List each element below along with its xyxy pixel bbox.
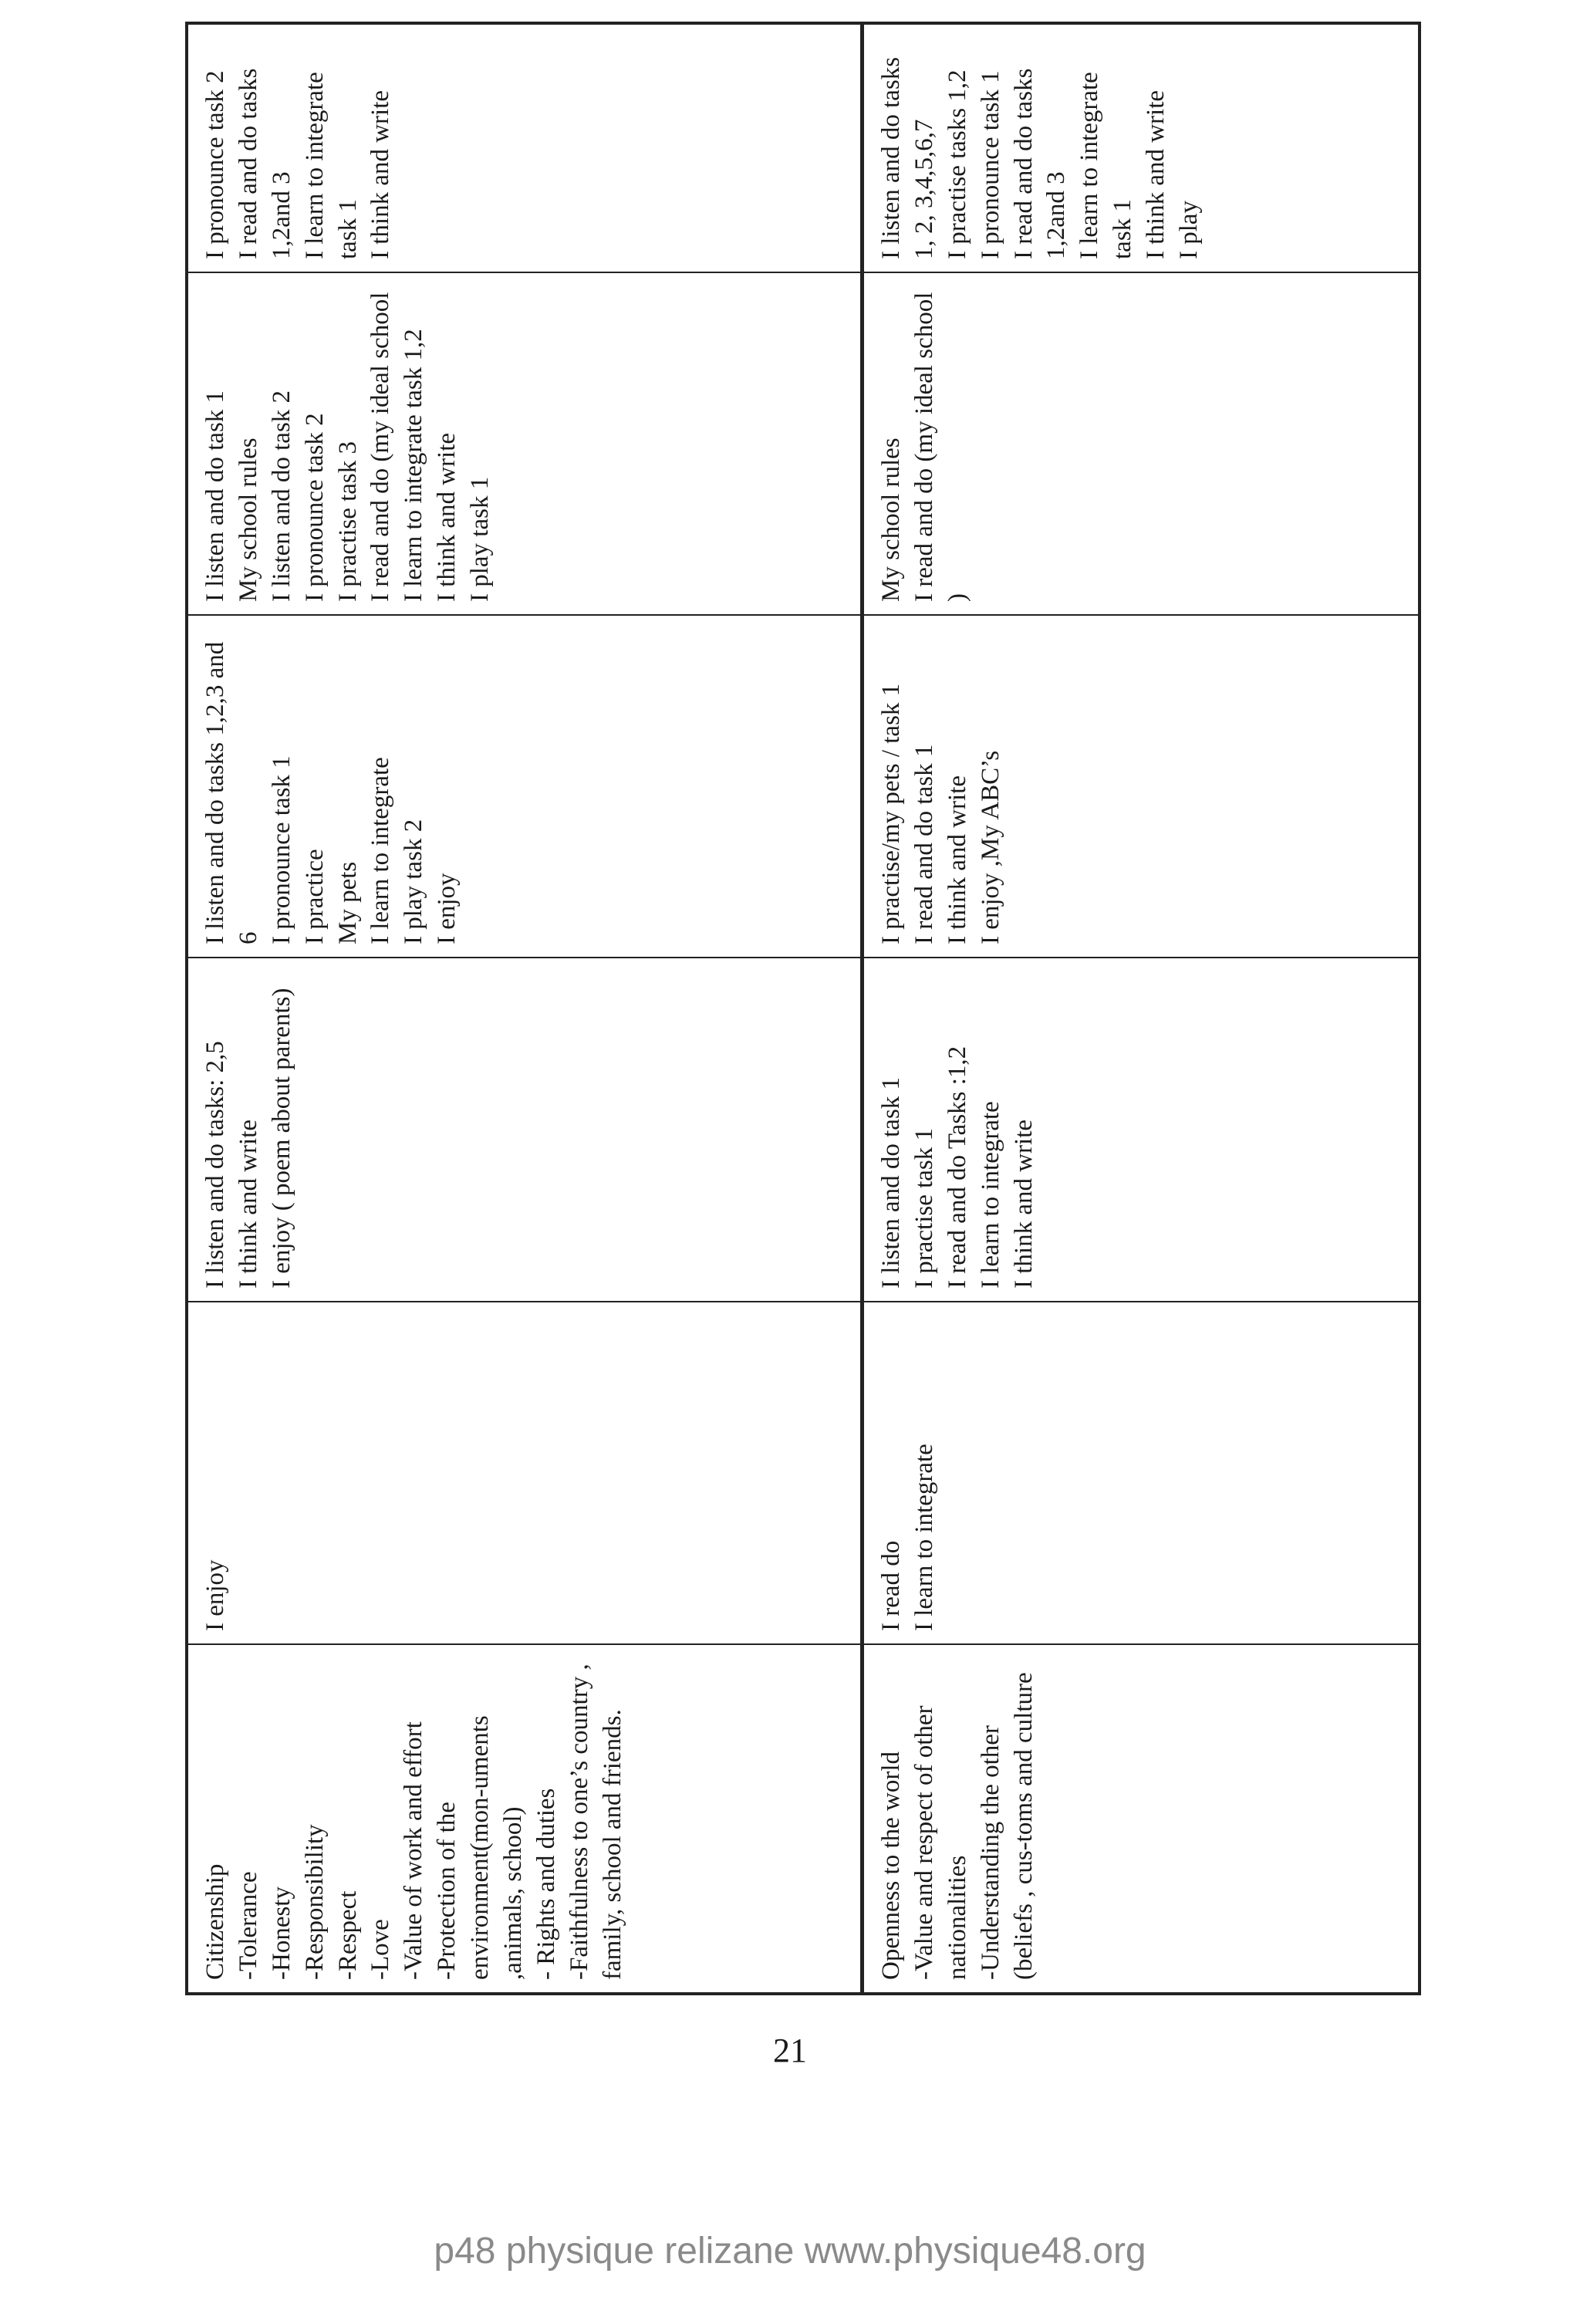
cell-col-e: I listen and do task 1 My school rules I listen and do task 2 I pronounce task 2 I practise task 3 I read and do (my ideal school I learn to integrate task 1,2 I think and write I play task 1 <box>187 272 863 615</box>
footer-watermark: p48 physique relizane www.physique48.org <box>434 2231 1146 2272</box>
cell-col-d: I listen and do tasks 1,2,3 and 6 I pronounce task 1 I practice My pets I learn to integrate I play task 2 I enjoy <box>187 615 863 958</box>
cell-col-e: My school rules I read and do (my ideal school ) <box>863 272 1420 615</box>
cell-values-openness: Openness to the world -Value and respect of other nationalities -Understanding the other (beliefs , cus-toms and culture <box>863 1644 1420 1994</box>
cell-values-citizenship: Citizenship -Tolerance -Honesty -Responsibility -Respect -Love -Value of work and effort -Protection of the environment(mon-uments ,animals, school) - Rights and duties -Faithfulness to one’s country , family, school and friends. <box>187 1644 863 1994</box>
cell-col-b: I read do I learn to integrate <box>863 1302 1420 1644</box>
cell-col-f: I listen and do tasks 1, 2, 3,4,5,6,7 I practise tasks 1,2 I pronounce task 1 I read and do tasks 1,2and 3 I learn to integrate task 1 I think and write I play <box>863 23 1420 272</box>
cell-col-d: I practise/my pets / task 1 I read and do task 1 I think and write I enjoy ,My ABC’s <box>863 615 1420 958</box>
curriculum-table-frame <box>185 56 1378 1995</box>
table-row <box>187 23 863 1994</box>
curriculum-table <box>185 22 1421 1995</box>
cell-col-c: I listen and do tasks: 2,5 I think and write I enjoy ( poem about parents) <box>187 958 863 1302</box>
page-number: 21 <box>773 2032 807 2069</box>
cell-col-c: I listen and do task 1 I practise task 1 I read and do Tasks :1,2 I learn to integrate I think and write <box>863 958 1420 1302</box>
cell-col-f: I pronounce task 2 I read and do tasks 1,2and 3 I learn to integrate task 1 I think and write <box>187 23 863 272</box>
cell-col-b: I enjoy <box>187 1302 863 1644</box>
rotated-table-container <box>185 56 1378 1995</box>
table-row <box>863 23 1420 1994</box>
